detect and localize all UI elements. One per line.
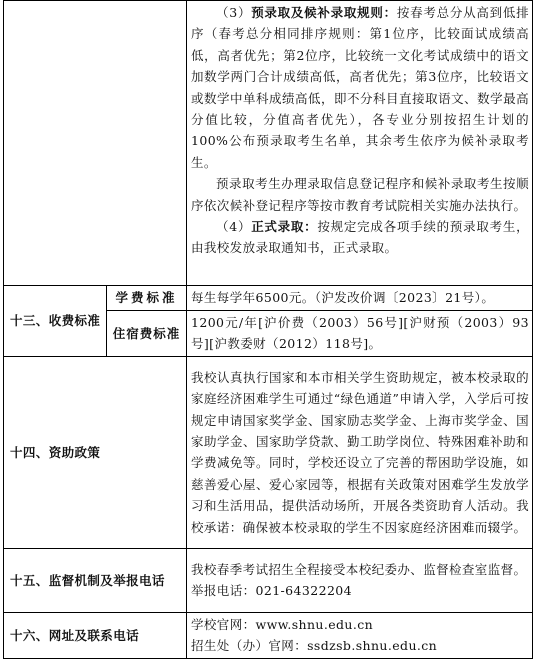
tuition-row <box>4 286 533 311</box>
registration-paragraph: 预录取考生办理录取信息登记程序和候补录取考生按顺序依次候补登记程序等按市教育考试院相关实施办法执行。 <box>191 176 529 213</box>
tuition-text: 每生每学年6500元。（沪发改价调〔2023〕21号）。 <box>187 286 533 311</box>
rule-4-paragraph: （4）正式录取：按规定完成各项手续的预录取考生，由我校发放录取通知书，正式录取。 <box>191 219 529 256</box>
admissions-website[interactable]: 招生处（办）官网：ssdzsb.shnu.edu.cn <box>191 638 438 654</box>
fee-standard-heading: 十三、收费标准 <box>4 286 107 357</box>
supervision-text: 我校春季考试招生全程接受本校纪委办、监督检查室监督。 <box>191 561 527 577</box>
rule-4-title: 正式录取： <box>251 219 318 235</box>
dorm-fee-label: 住宿费标准 <box>107 311 187 357</box>
supervision-content <box>187 548 533 612</box>
report-phone: 举报电话：021-64322204 <box>191 583 353 599</box>
contact-row <box>4 612 533 658</box>
section-12-content <box>187 1 533 286</box>
financial-aid-text: 我校认真执行国家和本市相关学生资助规定，被本校录取的家庭经济困难学生可通过“绿色通道”申请入学，入学后可按规定申请国家奖学金、国家励志奖学金、上海市奖学金、国家助学金、国家助学贷款、勤工助学岗位、特殊困难补助和学费减免等。同时，学校还设立了完善的帮困助学设施，如慈善爱心屋、爱心家园等，根据有关政策对困难学生发放学习和生活用品，提供活动场所，开展各类资助育人活动。我校承诺：确保被本校录取的学生不因家庭经济困难而辍学。 <box>187 356 533 548</box>
supervision-row <box>4 548 533 612</box>
section-12-label-cell <box>4 1 187 286</box>
admissions-info-table <box>3 0 533 659</box>
dorm-fee-text: 1200元/年[沪价费（2003）56号][沪财预（2003）93号][沪教委财（2012）118号]。 <box>187 311 533 357</box>
rule-3-paragraph: （3）预录取及候补录取规则：按春考总分从高到低排序（春考总分相同排序规则：第1位序，比较面试成绩高低，高者优先；第2位序，比较统一文化考试成绩中的语文加数学两门合计成绩高低，高者优先；第3位序，比较语文或数学中单科成绩高低，即不分科目直接取语文、数学最高分值比较，分值高者优先），各专业分别按招生计划的100%公布预录取考生名单，其余考生依序为候补录取考生。 <box>191 5 529 170</box>
contact-heading: 十六、网址及联系电话 <box>4 612 187 658</box>
tuition-label: 学费标准 <box>107 286 187 311</box>
financial-aid-heading: 十四、资助政策 <box>4 356 187 548</box>
school-website[interactable]: 学校官网：www.shnu.edu.cn <box>191 616 374 632</box>
section-12-row <box>4 1 533 286</box>
rule-3-title: 预录取及候补录取规则： <box>251 5 397 20</box>
financial-aid-row <box>4 356 533 548</box>
supervision-heading: 十五、监督机制及举报电话 <box>4 548 187 612</box>
contact-content <box>187 612 533 658</box>
